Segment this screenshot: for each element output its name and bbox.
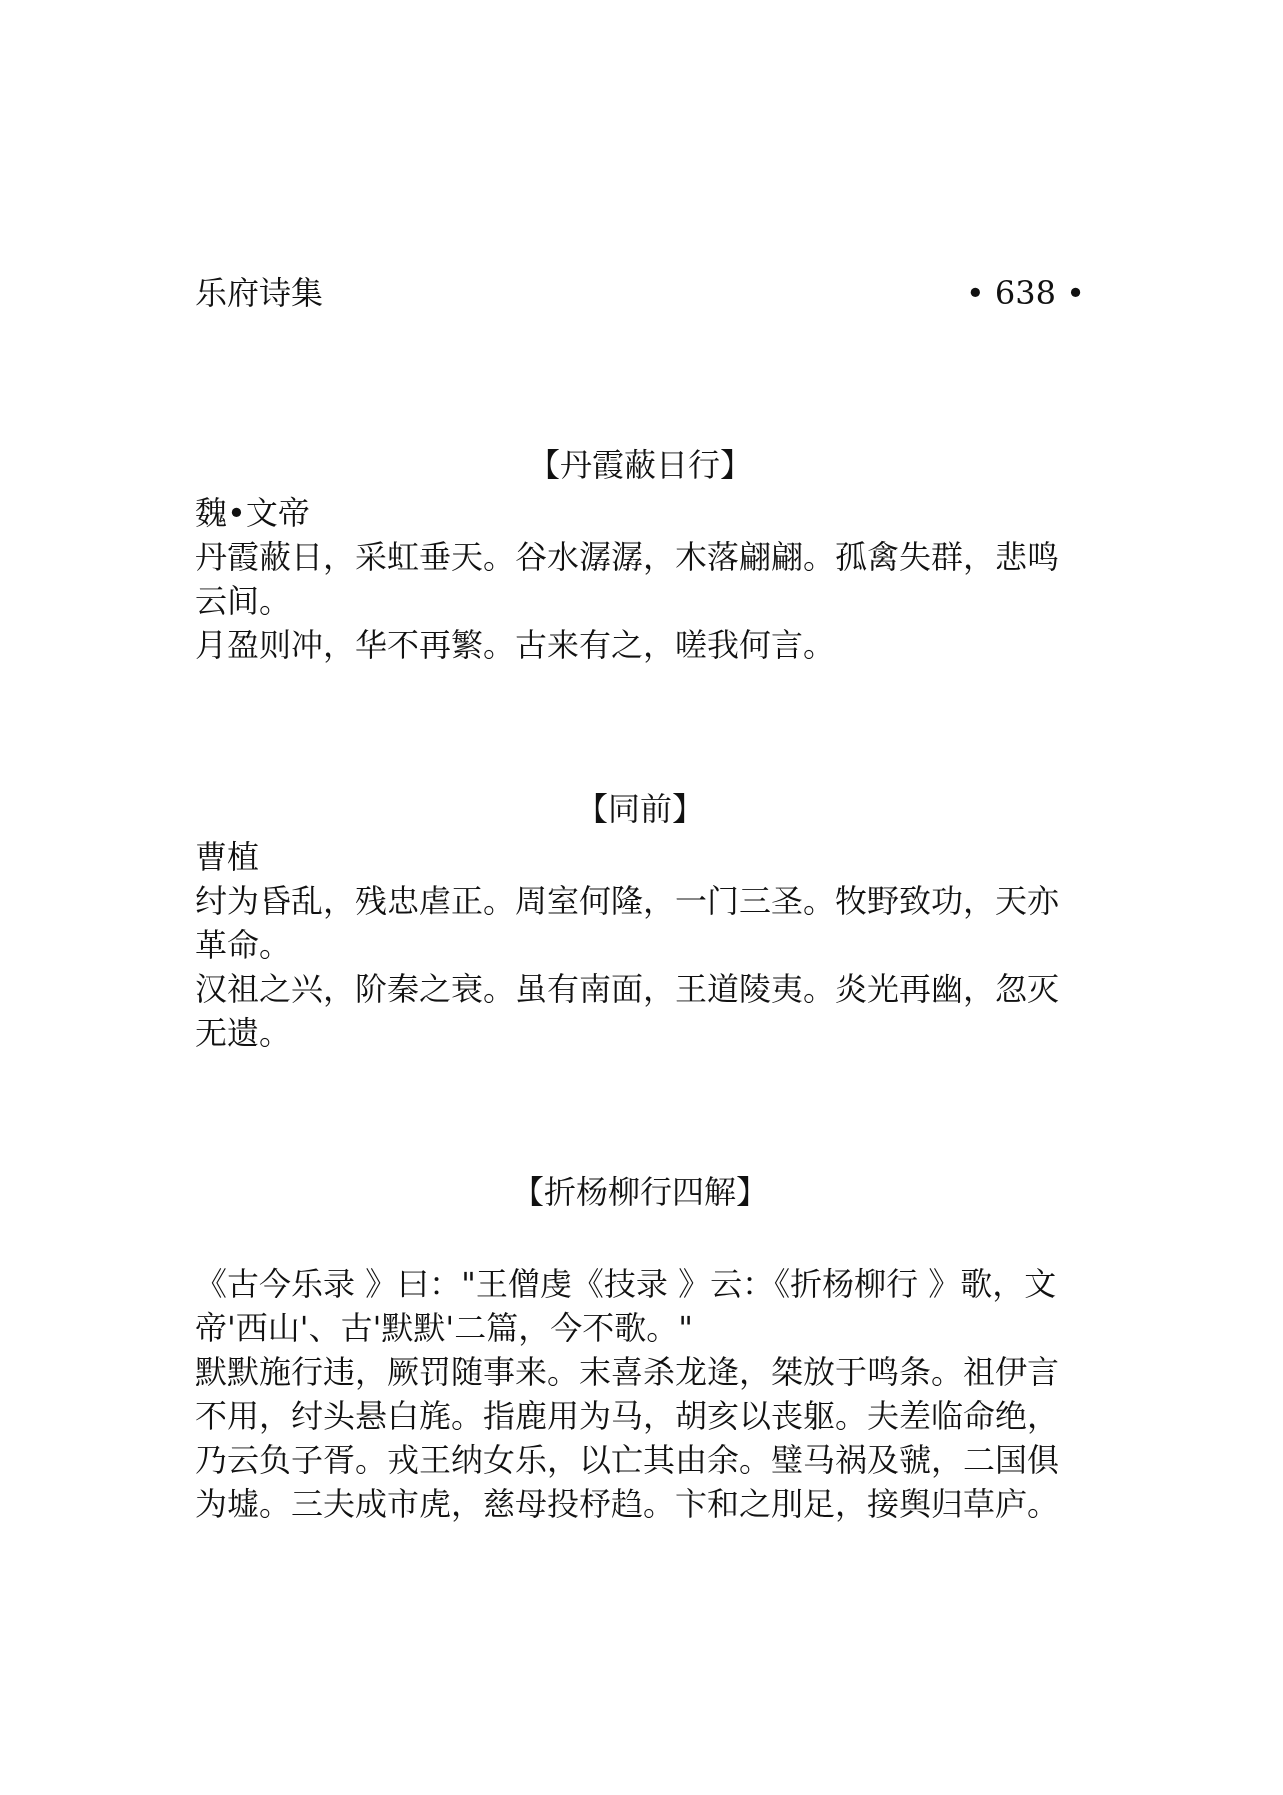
book-title: 乐府诗集 bbox=[195, 274, 324, 312]
page-number: • 638 • bbox=[965, 274, 1085, 312]
poem-title: 【丹霞蔽日行】 bbox=[527, 446, 752, 484]
poem-section-danxia bbox=[195, 443, 1085, 667]
poem-title: 【同前】 bbox=[575, 790, 704, 828]
poem-title: 【折杨柳行四解】 bbox=[511, 1173, 768, 1211]
poem-source-note: 《古今乐录 》曰："王僧虔《技录 》云：《折杨柳行 》歌，文帝'西山'、古'默默'二篇，今不歌。" bbox=[195, 1265, 1057, 1347]
poem-author: 曹植 bbox=[195, 838, 260, 876]
page-header bbox=[195, 270, 1085, 316]
poem-author: 魏•文帝 bbox=[195, 494, 310, 532]
poem-line: 丹霞蔽日，采虹垂天。谷水潺潺，木落翩翩。孤禽失群，悲鸣云间。 bbox=[195, 538, 1060, 620]
poem-line: 默默施行违，厥罚随事来。末喜杀龙逄，桀放于鸣条。祖伊言不用，纣头悬白旄。指鹿用为马，胡亥以丧躯。夫差临命绝，乃云负子胥。戎王纳女乐，以亡其由余。璧马祸及虢，二国俱为墟。三夫成市虎，慈母投杼趋。卞和之刖足，接舆归草庐。 bbox=[195, 1353, 1060, 1523]
poem-line: 月盈则冲，华不再繁。古来有之，嗟我何言。 bbox=[195, 626, 836, 664]
poem-line: 纣为昏乱，残忠虐正。周室何隆，一门三圣。牧野致功，天亦革命。 bbox=[195, 882, 1060, 964]
poem-section-zheyangliu bbox=[195, 1170, 1085, 1526]
poem-line: 汉祖之兴，阶秦之衰。虽有南面，王道陵夷。炎光再幽，忽灭无遗。 bbox=[195, 970, 1060, 1052]
poem-section-tongqian bbox=[195, 787, 1085, 1055]
